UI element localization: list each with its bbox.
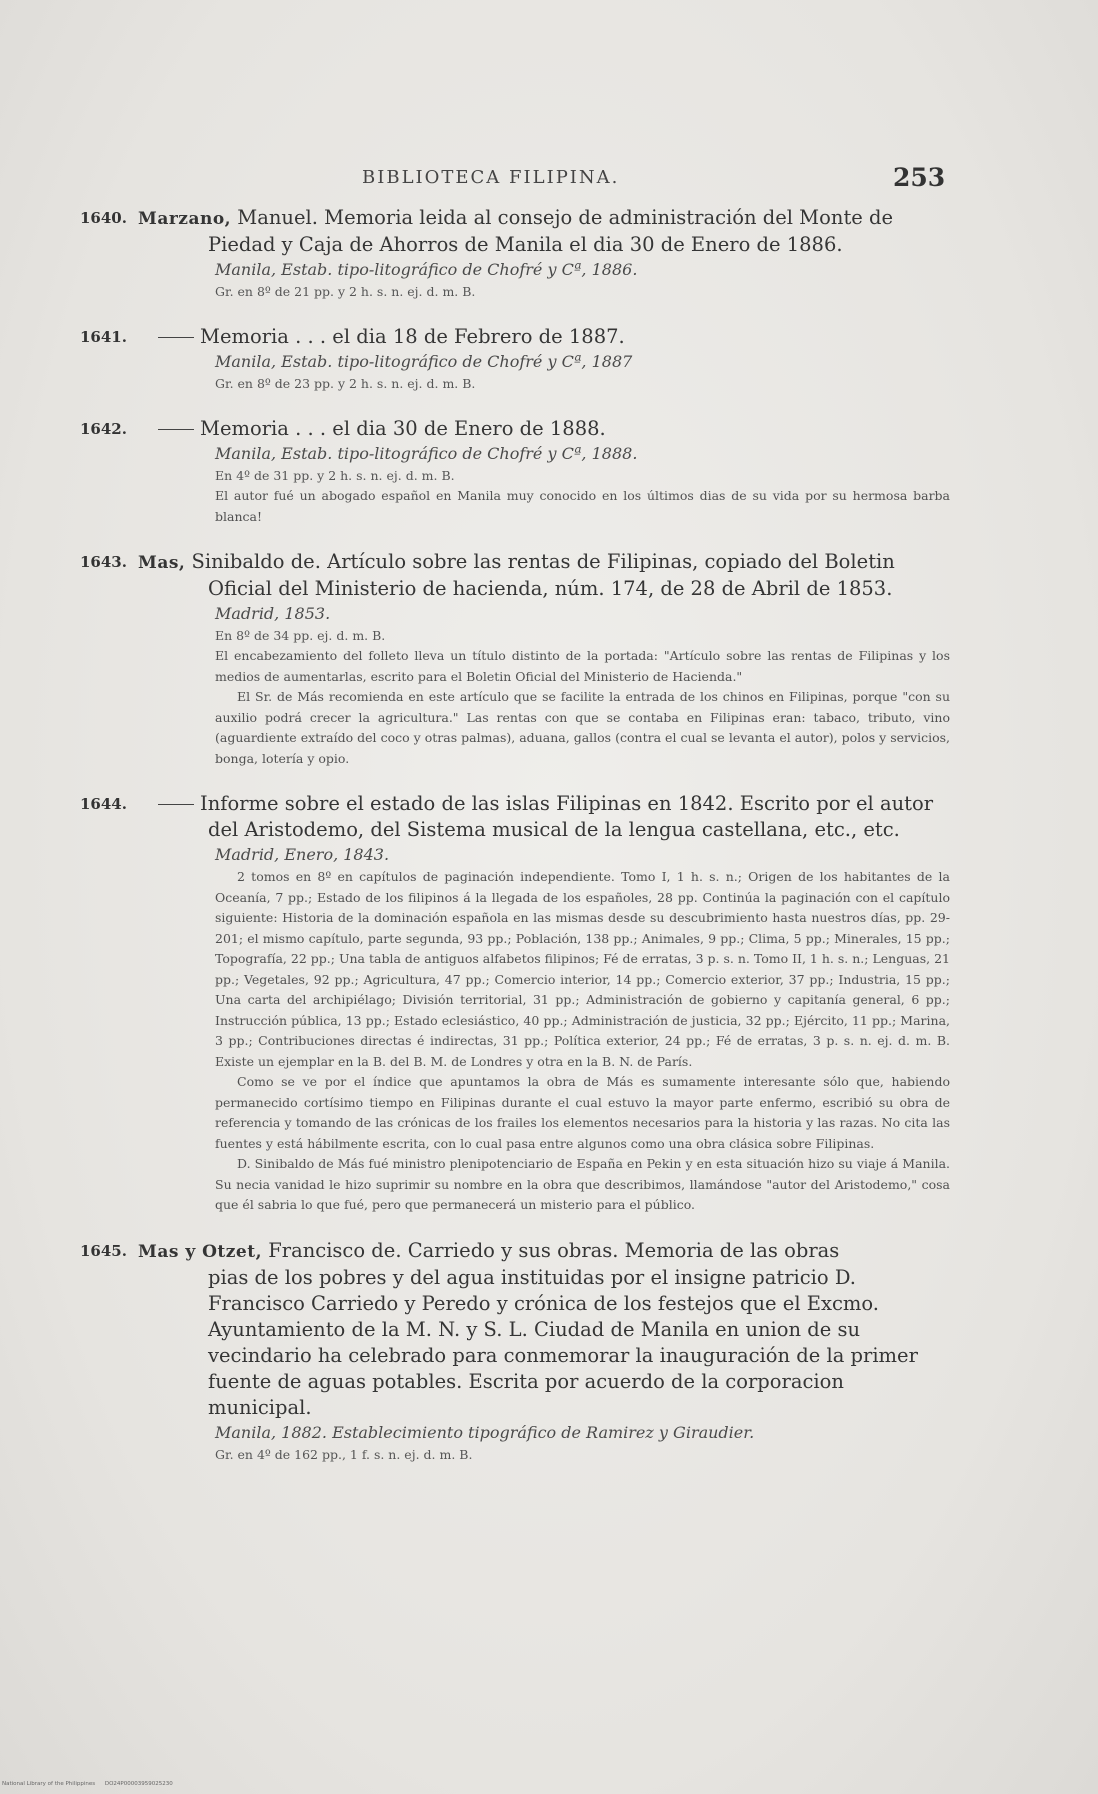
ditto-dash — [158, 804, 194, 805]
imprint: Manila, 1882. Establecimiento tipográfico de Ramirez y Giraudier. — [215, 1422, 755, 1442]
annotation-paragraph: D. Sinibaldo de Más fué ministro plenipotenciario de España en Pekin y en esta situación hizo su viaje á Manila. Su necia vanidad le hizo suprimir su nombre en la obra que describimos, llamándose "autor del Aristodemo," cosa que él sabria lo que fué, pero que permanecerá un misterio para el público. — [215, 1156, 950, 1212]
entry-number: 1644. — [80, 795, 127, 813]
entry-1643 — [80, 549, 950, 769]
title-text: Informe sobre el estado de las islas Filipinas en 1842. Escrito por el autor — [200, 792, 934, 815]
physical-description: Gr. en 8º de 23 pp. y 2 h. s. n. ej. d. m. B. — [215, 376, 476, 391]
annotation-paragraph: El autor fué un abogado español en Manila muy conocido en los últimos dias de su vida por su hermosa barba blanca! — [215, 488, 950, 524]
title-continuation: Piedad y Caja de Ahorros de Manila el dia 30 de Enero de 1886. — [208, 233, 843, 256]
running-title: BIBLIOTECA FILIPINA. — [362, 167, 620, 188]
page-number: 253 — [893, 163, 946, 192]
ditto-dash — [158, 429, 194, 430]
entry-1640 — [80, 205, 950, 302]
entry-1644 — [80, 791, 950, 1216]
title-continuation: del Aristodemo, del Sistema musical de la lengua castellana, etc., etc. — [208, 818, 900, 841]
library-credit: National Library of the Philippines — [2, 1781, 96, 1787]
entry-title — [138, 205, 950, 258]
annotation — [215, 867, 950, 1216]
scan-code: DO24P00003959025230 — [104, 1781, 173, 1787]
annotation-paragraph: Como se ve por el índice que apuntamos la obra de Más es sumamente interesante sólo que, habiendo permanecido cortísimo tiempo en Filipinas durante el cual estuvo la mayor parte enfermo, escribió su obra de referencia y tomando de las crónicas de los frailes los elementos necesarios para la historia y las razas. No cita las fuentes y está hábilmente escrita, con lo cual pasa entre algunos como una obra clásica sobre Filipinas. — [215, 1074, 950, 1151]
title-text: Artículo sobre las rentas de Filipinas, copiado del Boletin — [327, 550, 895, 573]
entry-number: 1645. — [80, 1241, 127, 1260]
entry-number: 1643. — [80, 553, 127, 571]
annotation-paragraph: 2 tomos en 8º en capítulos de paginación independiente. Tomo I, 1 h. s. n.; Origen de los habitantes de la Oceanía, 7 pp.; Estado de los filipinos á la llegada de los españoles, 28 pp. Continúa la paginación con el capítulo siguiente: Historia de la dominación española en las mismas desde su descubrimiento hasta nuestros días, pp. 29-201; el mismo capítulo, parte segunda, 93 pp.; Población, 138 pp.; Animales, 9 pp.; Clima, 5 pp.; Minerales, 15 pp.; Topografía, 22 pp.; Una tabla de antiguos alfabetos filipinos; Fé de erratas, 3 p. s. n. Tomo II, 1 h. s. n.; Lenguas, 21 pp.; Vegetales, 92 pp.; Agricultura, 47 pp.; Comercio interior, 14 pp.; Comercio exterior, 37 pp.; Industria, 15 pp.; Una carta del archipiélago; División territorial, 31 pp.; Administración de gobierno y capitanía general, 6 pp.; Instrucción pública, 13 pp.; Estado eclesiástico, 40 pp.; Administración de justicia, 32 pp.; Ejército, 11 pp.; Marina, 3 pp.; Contribuciones directas é indirectas, 31 pp.; Política exterior, 24 pp.; Fé de erratas, 3 p. s. n. ej. d. m. B. Existe un ejemplar en la B. del B. M. de Londres y otra en la B. N. de París. — [215, 869, 950, 1069]
page-header — [0, 163, 1098, 193]
entry-title — [138, 1238, 950, 1421]
author-name: Marzano, — [138, 209, 232, 229]
entry-number: 1642. — [80, 420, 127, 438]
entry-number: 1640. — [80, 209, 127, 227]
title-text: Carriedo y sus obras. Memoria de las obras — [407, 1238, 840, 1262]
ditto-dash — [158, 337, 194, 338]
entry-1642 — [80, 416, 950, 527]
imprint: Madrid, Enero, 1843. — [215, 845, 390, 864]
imprint: Manila, Estab. tipo-litográfico de Chofré y Cª, 1886. — [215, 260, 638, 279]
title-text: Memoria . . . el dia 18 de Febrero de 1887. — [200, 325, 625, 348]
physical-description: Gr. en 4º de 162 pp., 1 f. s. n. ej. d. m. B. — [215, 1446, 473, 1462]
entry-1645 — [80, 1238, 950, 1465]
annotation — [215, 486, 950, 527]
entry-title — [138, 324, 950, 350]
physical-description: En 8º de 34 pp. ej. d. m. B. — [215, 628, 386, 643]
entry-number: 1641. — [80, 328, 127, 346]
author-given-name: Francisco de. — [268, 1238, 402, 1262]
title-continuation: Oficial del Ministerio de hacienda, núm. 174, de 28 de Abril de 1853. — [208, 577, 893, 600]
scan-footer — [2, 1781, 181, 1787]
imprint: Madrid, 1853. — [215, 604, 331, 623]
entry-title — [138, 791, 950, 843]
author-given-name: Manuel. — [237, 206, 318, 229]
bibliography-body — [80, 205, 950, 1487]
entry-1641 — [80, 324, 950, 394]
title-continuation: pias de los pobres y del agua instituidas por el insigne patricio D. Francisco Carriedo y Peredo y crónica de los festejos que el Excmo. Ayuntamiento de la M. N. y S. L. Ciudad de Manila en union de su vecindario ha celebrado para conmemorar la inauguración de la primer fuente de aguas potables. Escrita por acuerdo de la corporacion municipal. — [208, 1265, 918, 1419]
annotation-paragraph: El encabezamiento del folleto lleva un título distinto de la portada: "Artículo sobre las rentas de Filipinas y los medios de aumentarlas, escrito para el Boletin Oficial del Ministerio de Hacienda." — [215, 648, 950, 684]
imprint: Manila, Estab. tipo-litográfico de Chofré y Cª, 1888. — [215, 444, 638, 463]
physical-description: En 4º de 31 pp. y 2 h. s. n. ej. d. m. B. — [215, 468, 455, 483]
title-text: Memoria . . . el dia 30 de Enero de 1888. — [200, 417, 606, 440]
annotation — [215, 646, 950, 769]
author-name: Mas y Otzet, — [138, 1241, 263, 1262]
title-text: Memoria leida al consejo de administración del Monte de — [324, 206, 894, 229]
entry-title — [138, 416, 950, 442]
physical-description: Gr. en 8º de 21 pp. y 2 h. s. n. ej. d. m. B. — [215, 284, 476, 299]
annotation-paragraph: El Sr. de Más recomienda en este artículo que se facilite la entrada de los chinos en Filipinas, porque "con su auxilio podrá crecer la agricultura." Las rentas con que se contaba en Filipinas eran: tabaco, tributo, vino (aguardiente extraído del coco y otras palmas), aduana, gallos (contra el cual se levanta el autor), polos y servicios, bonga, lotería y opio. — [215, 689, 950, 766]
author-given-name: Sinibaldo de. — [191, 550, 321, 573]
author-name: Mas, — [138, 553, 186, 573]
imprint: Manila, Estab. tipo-litográfico de Chofré y Cª, 1887 — [215, 352, 633, 371]
entry-title — [138, 549, 950, 602]
